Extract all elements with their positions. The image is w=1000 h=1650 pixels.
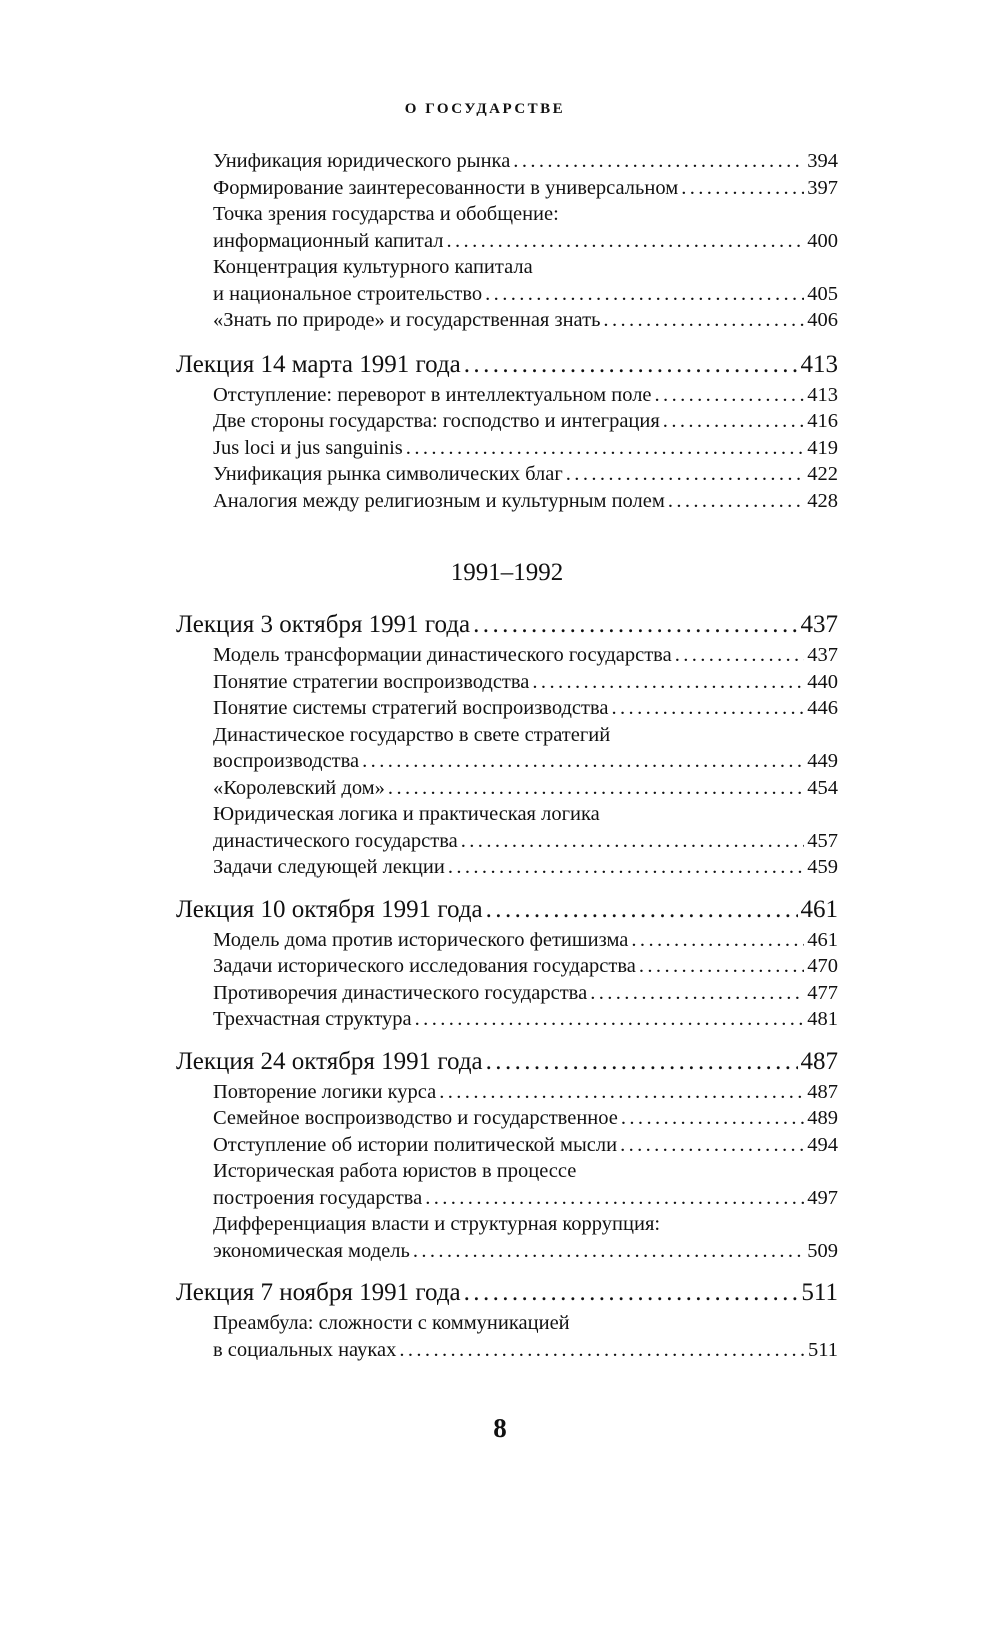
toc-entry-page: 454 — [807, 776, 838, 799]
leader-dots — [513, 148, 804, 175]
toc-entry-title-line1: Юридическая логика и практическая логика — [213, 803, 600, 825]
toc-entry-title: Jus loci и jus sanguinis — [213, 436, 403, 459]
toc-entry[interactable] — [176, 748, 838, 775]
leader-dots — [486, 1045, 798, 1079]
lecture-title: Лекция 24 октября 1991 года — [176, 1047, 483, 1075]
leader-dots — [566, 461, 804, 488]
toc-entry-line1[interactable] — [176, 1211, 838, 1238]
table-of-contents — [176, 148, 838, 1363]
toc-lecture-heading[interactable] — [176, 608, 838, 642]
toc-entry-title: и национальное строительство — [213, 282, 483, 305]
toc-entry-title: Модель дома против исторического фетишизма — [213, 928, 629, 951]
lecture-page: 413 — [800, 350, 838, 378]
leader-dots — [668, 488, 804, 515]
running-head: О ГОСУДАРСТВЕ — [404, 101, 566, 117]
toc-entry[interactable] — [176, 1079, 838, 1106]
toc-entry-line1[interactable] — [176, 1310, 838, 1337]
toc-entry-title: информационный капитал — [213, 229, 444, 252]
toc-entry[interactable] — [176, 307, 838, 334]
leader-dots — [464, 1276, 799, 1310]
toc-entry[interactable] — [176, 669, 838, 696]
toc-entry-page: 449 — [807, 750, 838, 772]
leader-dots — [612, 695, 805, 722]
toc-entry-title: Понятие стратегии воспроизводства — [213, 670, 530, 693]
toc-entry[interactable] — [176, 1132, 838, 1159]
toc-entry[interactable] — [176, 228, 838, 255]
toc-entry-title: экономическая модель — [213, 1239, 410, 1262]
leader-dots — [620, 1132, 804, 1159]
leader-dots — [425, 1185, 804, 1212]
leader-dots — [415, 1006, 805, 1033]
toc-entry-title: Семейное воспроизводство и государственное — [213, 1107, 618, 1129]
toc-entry-line1[interactable] — [176, 801, 838, 828]
toc-entry[interactable] — [176, 695, 838, 722]
toc-entry-title-line1: Преамбула: сложности с коммуникацией — [213, 1312, 570, 1334]
leader-dots — [655, 382, 805, 409]
leader-dots — [406, 435, 804, 462]
toc-entry-title-line1: Историческая работа юристов в процессе — [213, 1160, 577, 1182]
leader-dots — [399, 1337, 805, 1364]
lecture-page: 511 — [801, 1279, 838, 1306]
toc-entry-title: Задачи следующей лекции — [213, 856, 445, 878]
section-heading: 1991–1992 — [450, 559, 564, 586]
toc-entry-title: Аналогия между религиозным и культурным полем — [213, 489, 665, 512]
lecture-title: Лекция 3 октября 1991 года — [176, 611, 471, 638]
toc-lecture-heading[interactable] — [176, 893, 838, 927]
leader-dots — [663, 408, 804, 435]
toc-entry-line1[interactable] — [176, 1158, 838, 1185]
lecture-title: Лекция 14 марта 1991 года — [176, 350, 461, 378]
page-number: 8 — [493, 1413, 507, 1443]
toc-entry-page: 397 — [807, 176, 838, 199]
toc-entry-page: 497 — [807, 1186, 838, 1209]
toc-entry[interactable] — [176, 435, 838, 462]
leader-dots — [675, 642, 805, 669]
toc-entry-title-line1: Точка зрения государства и обобщение: — [213, 203, 559, 225]
toc-entry-line1[interactable] — [176, 722, 838, 749]
toc-entry-title: Задачи исторического исследования государства — [213, 955, 636, 977]
toc-entry-page: 419 — [807, 436, 838, 459]
toc-entry[interactable] — [176, 175, 838, 202]
leader-dots — [388, 775, 804, 802]
lecture-page: 461 — [800, 895, 838, 923]
toc-entry-page: 494 — [807, 1133, 838, 1156]
toc-entry-page: 511 — [808, 1338, 838, 1361]
toc-entry-title: Повторение логики курса — [213, 1080, 437, 1103]
leader-dots — [447, 228, 805, 255]
toc-entry-title-line1: Династическое государство в свете стратегий — [213, 723, 611, 746]
toc-entry-title: воспроизводства — [213, 750, 360, 772]
leader-dots — [603, 307, 804, 334]
leader-dots — [486, 893, 798, 927]
toc-entry[interactable] — [176, 828, 838, 855]
toc-entry-line1[interactable] — [176, 254, 838, 281]
leader-dots — [485, 281, 804, 308]
toc-entry-page: 489 — [807, 1107, 838, 1129]
toc-entry-page: 413 — [807, 383, 838, 406]
toc-entry-title: построения государства — [213, 1186, 423, 1209]
toc-entry-page: 416 — [807, 410, 838, 432]
toc-entry[interactable] — [176, 953, 838, 980]
toc-entry[interactable] — [176, 148, 838, 175]
toc-entry-title: Отступление: переворот в интеллектуальном поле — [213, 383, 652, 406]
leader-dots — [639, 953, 804, 980]
toc-entry[interactable] — [176, 488, 838, 515]
toc-entry-title: Противоречия династического государства — [213, 981, 588, 1004]
toc-entry-page: 405 — [807, 282, 838, 305]
toc-entry-title: Отступление об истории политической мысли — [213, 1133, 618, 1156]
toc-entry[interactable] — [176, 775, 838, 802]
toc-entry-title: Унификация рынка символических благ — [213, 463, 563, 485]
toc-entry-page: 487 — [807, 1080, 838, 1103]
toc-entry-page: 428 — [807, 489, 838, 512]
toc-entry-line1[interactable] — [176, 201, 838, 228]
toc-entry-title: Унификация юридического рынка — [213, 150, 511, 172]
toc-entry-title-line1: Концентрация культурного капитала — [213, 256, 533, 278]
toc-entry[interactable] — [176, 382, 838, 409]
toc-lecture-heading[interactable] — [176, 1045, 838, 1079]
toc-lecture-heading[interactable] — [176, 1276, 838, 1310]
toc-entry[interactable] — [176, 854, 838, 881]
toc-entry-page: 400 — [807, 229, 838, 252]
leader-dots — [362, 748, 804, 775]
toc-entry-page: 461 — [807, 928, 838, 951]
leader-dots — [631, 927, 804, 954]
lecture-page: 487 — [800, 1047, 838, 1075]
toc-entry-title-line1: Дифференциация власти и структурная коррупция: — [213, 1213, 661, 1235]
leader-dots — [461, 828, 805, 855]
toc-lecture-heading[interactable] — [176, 348, 838, 382]
toc-entry-page: 477 — [807, 981, 838, 1004]
toc-entry-page: 457 — [807, 829, 838, 852]
toc-entry-page: 422 — [807, 463, 838, 485]
leader-dots — [621, 1105, 804, 1132]
toc-entry-title: Трехчастная структура — [213, 1008, 412, 1030]
toc-entry-page: 406 — [807, 309, 838, 331]
toc-entry[interactable] — [176, 1006, 838, 1033]
toc-entry[interactable] — [176, 1337, 838, 1364]
lecture-page: 437 — [800, 611, 838, 638]
toc-entry[interactable] — [176, 1185, 838, 1212]
toc-entry-page: 509 — [807, 1239, 838, 1262]
leader-dots — [448, 854, 804, 881]
toc-entry-title: Понятие системы стратегий воспроизводства — [213, 697, 609, 719]
toc-entry-title: Модель трансформации династического государства — [213, 644, 672, 666]
toc-entry-title: Две стороны государства: господство и интеграция — [213, 410, 660, 432]
leader-dots — [681, 175, 804, 202]
lecture-title: Лекция 7 ноября 1991 года — [176, 1279, 461, 1306]
leader-dots — [532, 669, 804, 696]
toc-entry-page: 459 — [807, 856, 838, 878]
lecture-title: Лекция 10 октября 1991 года — [176, 895, 483, 923]
toc-entry[interactable] — [176, 281, 838, 308]
leader-dots — [413, 1238, 804, 1265]
toc-entry[interactable] — [176, 408, 838, 435]
toc-entry-title: «Королевский дом» — [213, 776, 385, 799]
leader-dots — [473, 608, 797, 642]
toc-entry[interactable] — [176, 927, 838, 954]
toc-entry[interactable] — [176, 980, 838, 1007]
toc-entry[interactable] — [176, 461, 838, 488]
leader-dots — [464, 348, 798, 382]
toc-entry[interactable] — [176, 1238, 838, 1265]
leader-dots — [590, 980, 804, 1007]
toc-entry[interactable] — [176, 1105, 838, 1132]
toc-entry-page: 437 — [807, 644, 838, 666]
leader-dots — [439, 1079, 804, 1106]
toc-entry[interactable] — [176, 642, 838, 669]
toc-entry-title: в социальных науках — [213, 1338, 397, 1361]
toc-entry-page: 446 — [807, 697, 838, 719]
toc-entry-title: Формирование заинтересованности в универсальном — [213, 176, 679, 199]
toc-entry-page: 481 — [807, 1008, 838, 1030]
toc-entry-page: 440 — [807, 670, 838, 693]
toc-entry-title: «Знать по природе» и государственная знать — [213, 309, 601, 331]
toc-entry-page: 394 — [807, 150, 838, 172]
toc-entry-title: династического государства — [213, 829, 458, 852]
toc-entry-page: 470 — [807, 955, 838, 977]
